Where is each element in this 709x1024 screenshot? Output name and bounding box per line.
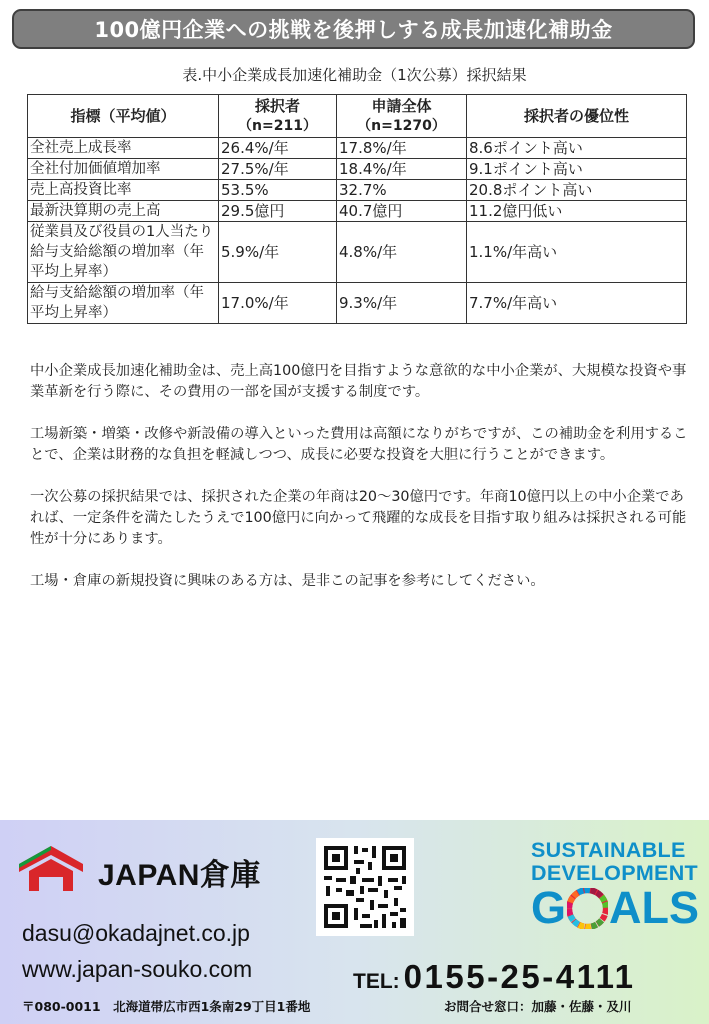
sdg-line-2: DEVELOPMENT: [531, 861, 698, 885]
header-adopted: 採択者 （n=211）: [219, 95, 337, 138]
table-row: [28, 201, 687, 222]
table-row: [28, 283, 687, 324]
header-all-applicants: 申請全体 （n=1270）: [337, 95, 467, 138]
header-advantage: 採択者の優位性: [467, 95, 687, 138]
table-row: [28, 222, 687, 283]
adopted-cell: 53.5%: [219, 180, 337, 201]
table-header-row: [28, 95, 687, 138]
all-cell: 9.3%/年: [337, 283, 467, 324]
all-cell: 18.4%/年: [337, 159, 467, 180]
adopted-cell: 27.5%/年: [219, 159, 337, 180]
table-caption: 表.中小企業成長加速化補助金（1次公募）採択結果: [182, 66, 527, 84]
sdg-goals-rest: ALS: [609, 882, 700, 933]
metric-cell: 全社売上成長率: [28, 138, 219, 159]
article-body: [30, 361, 690, 613]
company-address: 〒080-0011 北海道帯広市西1条南29丁目1番地: [22, 999, 311, 1014]
adopted-cell: 26.4%/年: [219, 138, 337, 159]
advantage-cell: 11.2億円低い: [467, 201, 687, 222]
all-cell: 4.8%/年: [337, 222, 467, 283]
warehouse-roof-icon: [17, 844, 85, 892]
paragraph: 工場新築・増築・改修や新設備の導入といった費用は高額になりがちですが、この補助金を利用することで、企業は財務的な負担を軽減しつつ、成長に必要な投資を大胆に行うことができます。: [30, 426, 688, 463]
company-name: JAPAN倉庫: [98, 859, 261, 892]
all-cell: 32.7%: [337, 180, 467, 201]
sdg-wheel-icon: [567, 888, 608, 929]
metric-cell: 売上高投資比率: [28, 180, 219, 201]
sdg-goals-g: G: [531, 882, 567, 933]
header-metric: 指標（平均値）: [28, 95, 219, 138]
adopted-cell: 17.0%/年: [219, 283, 337, 324]
email-link[interactable]: dasu@okadajnet.co.jp: [22, 920, 250, 946]
advantage-cell: 9.1ポイント高い: [467, 159, 687, 180]
metric-cell: 全社付加価値増加率: [28, 159, 219, 180]
table-row: [28, 180, 687, 201]
metric-cell: 最新決算期の売上高: [28, 201, 219, 222]
results-table: [27, 94, 687, 324]
title-banner: [12, 9, 695, 49]
metric-cell: 給与支給総額の増加率（年平均上昇率）: [28, 283, 219, 324]
paragraph: 工場・倉庫の新規投資に興味のある方は、是非この記事を参考にしてください。: [30, 573, 545, 589]
footer: [0, 820, 709, 1024]
tel-number: 0155-25-4111: [403, 958, 636, 995]
sdg-line-1: SUSTAINABLE: [531, 838, 686, 862]
sdg-goals-logo: [531, 884, 699, 932]
adopted-cell: 5.9%/年: [219, 222, 337, 283]
all-cell: 40.7億円: [337, 201, 467, 222]
tel-label: TEL:: [353, 970, 400, 993]
page-title: 100億円企業への挑戦を後押しする成長加速化補助金: [94, 18, 613, 42]
paragraph: 一次公募の採択結果では、採択された企業の年商は20～30億円です。年商10億円以上の中小企業であれば、一定条件を満たしたうえで100億円に向かって飛躍的な成長を目指す取り組みは採択される可能性が十分にあります。: [30, 489, 687, 547]
phone-number[interactable]: [353, 958, 636, 996]
advantage-cell: 8.6ポイント高い: [467, 138, 687, 159]
table-row: [28, 138, 687, 159]
adopted-cell: 29.5億円: [219, 201, 337, 222]
advantage-cell: 7.7%/年高い: [467, 283, 687, 324]
qr-code-icon: [316, 838, 414, 936]
advantage-cell: 1.1%/年高い: [467, 222, 687, 283]
advantage-cell: 20.8ポイント高い: [467, 180, 687, 201]
website-link[interactable]: www.japan-souko.com: [22, 956, 253, 982]
table-row: [28, 159, 687, 180]
metric-cell: 従業員及び役員の1人当たり給与支給総額の増加率（年平均上昇率）: [28, 222, 219, 283]
all-cell: 17.8%/年: [337, 138, 467, 159]
contact-persons: お問合せ窓口：加藤・佐藤・及川: [444, 999, 632, 1014]
paragraph: 中小企業成長加速化補助金は、売上高100億円を目指すような意欲的な中小企業が、大規模な投資や事業革新を行う際に、その費用の一部を国が支援する制度です。: [30, 363, 687, 400]
